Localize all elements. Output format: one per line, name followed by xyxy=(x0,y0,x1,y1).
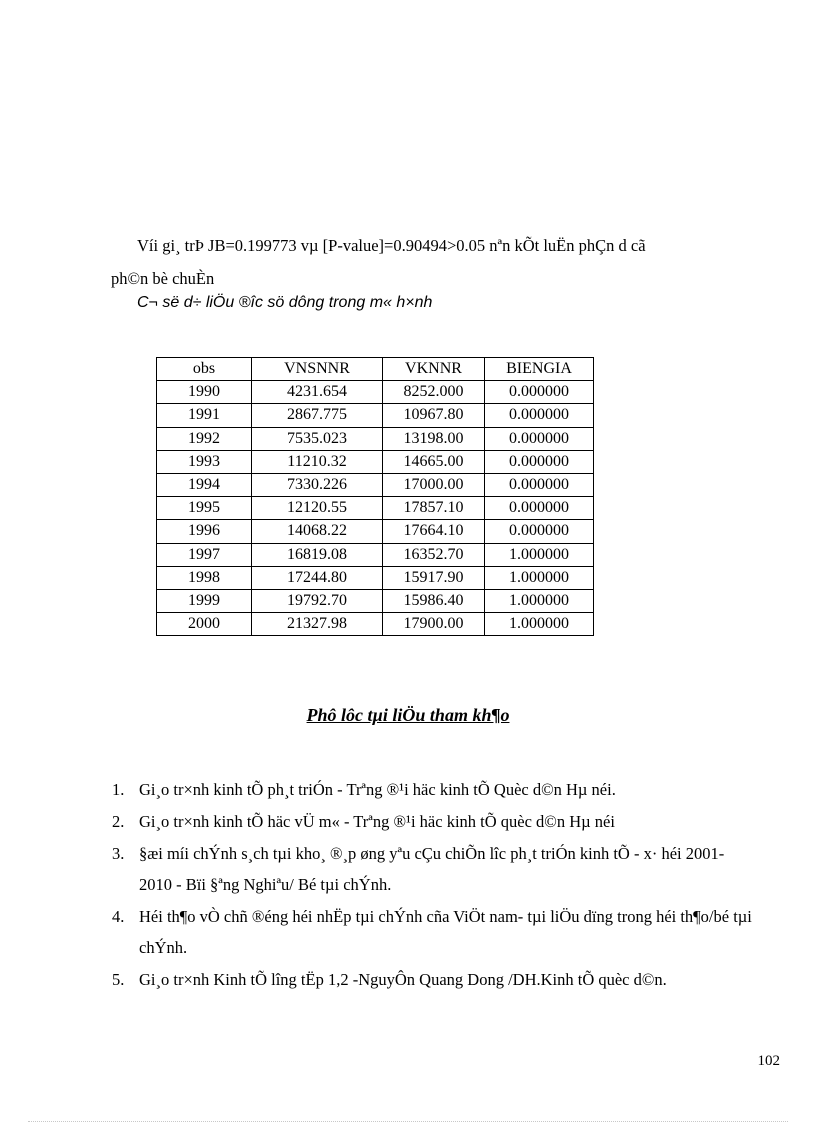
table-caption: C¬ së d÷ liÖu ®îc sö dông trong m« h×nh xyxy=(137,294,433,311)
reference-text: Héi th¶o vÒ chñ ®éng héi nhËp tµi chÝnh cña ViÖt nam- tµi liÖu dïng trong héi th¶o/bé tµi chÝnh. xyxy=(139,907,752,957)
table-cell: 1997 xyxy=(157,543,252,566)
table-body xyxy=(157,381,594,636)
table-cell: 12120.55 xyxy=(252,497,383,520)
intro-line-1: Víi gi¸ trÞ JB=0.199773 vµ [P-value]=0.90494>0.05 nªn kÕt luËn phÇn d cã xyxy=(137,236,646,255)
table-cell: 19792.70 xyxy=(252,589,383,612)
table-cell: 17000.00 xyxy=(383,473,485,496)
reference-number: 3. xyxy=(112,844,125,863)
table-header-row xyxy=(157,358,594,381)
table-cell: 14665.00 xyxy=(383,450,485,473)
table-cell: 16819.08 xyxy=(252,543,383,566)
table-cell: 1991 xyxy=(157,404,252,427)
table-cell: 1998 xyxy=(157,566,252,589)
table-cell: 0.000000 xyxy=(485,427,594,450)
table-cell: 15986.40 xyxy=(383,589,485,612)
table-cell: 16352.70 xyxy=(383,543,485,566)
table-cell: 2867.775 xyxy=(252,404,383,427)
table-cell: 0.000000 xyxy=(485,473,594,496)
table-row xyxy=(157,543,594,566)
table-cell: 1990 xyxy=(157,381,252,404)
table-cell: 0.000000 xyxy=(485,404,594,427)
table-row xyxy=(157,404,594,427)
table-cell: 0.000000 xyxy=(485,497,594,520)
table-cell: 17857.10 xyxy=(383,497,485,520)
reference-number: 4. xyxy=(112,907,125,926)
intro-paragraph xyxy=(111,229,755,295)
reference-item xyxy=(112,964,757,995)
intro-line-2: ph©n bè chuÈn xyxy=(111,269,215,288)
table-cell: 15917.90 xyxy=(383,566,485,589)
table-row xyxy=(157,381,594,404)
reference-item xyxy=(112,806,757,837)
table-cell: 1994 xyxy=(157,473,252,496)
table-cell: 4231.654 xyxy=(252,381,383,404)
references-list xyxy=(112,774,757,996)
table-row xyxy=(157,450,594,473)
table-cell: 1.000000 xyxy=(485,589,594,612)
reference-item xyxy=(112,774,757,805)
table-cell: 13198.00 xyxy=(383,427,485,450)
reference-text: Gi¸o tr×nh kinh tÕ häc vÜ m« - Trªng ®¹i häc kinh tÕ quèc d©n Hµ néi xyxy=(139,812,615,831)
table-cell: 8252.000 xyxy=(383,381,485,404)
table-cell: 0.000000 xyxy=(485,520,594,543)
table-row xyxy=(157,589,594,612)
table-cell: 1993 xyxy=(157,450,252,473)
reference-text: Gi¸o tr×nh Kinh tÕ lîng tËp 1,2 -NguyÔn Quang Dong /DH.Kinh tÕ quèc d©n. xyxy=(139,970,667,989)
reference-item xyxy=(112,901,757,963)
table-cell: 11210.32 xyxy=(252,450,383,473)
table-row xyxy=(157,613,594,636)
header-cell: BIENGIA xyxy=(485,358,594,381)
table-cell: 0.000000 xyxy=(485,450,594,473)
table-cell: 21327.98 xyxy=(252,613,383,636)
table-cell: 14068.22 xyxy=(252,520,383,543)
table-cell: 1995 xyxy=(157,497,252,520)
table-cell: 0.000000 xyxy=(485,381,594,404)
table-cell: 1992 xyxy=(157,427,252,450)
table-cell: 1.000000 xyxy=(485,543,594,566)
reference-number: 2. xyxy=(112,812,125,831)
table-cell: 10967.80 xyxy=(383,404,485,427)
data-table xyxy=(156,357,594,636)
page-number: 102 xyxy=(757,1053,780,1069)
header-cell: VKNNR xyxy=(383,358,485,381)
reference-item xyxy=(112,838,757,900)
table-cell: 1999 xyxy=(157,589,252,612)
header-cell: obs xyxy=(157,358,252,381)
footer-divider xyxy=(28,1121,788,1122)
header-cell: VNSNNR xyxy=(252,358,383,381)
table-cell: 17664.10 xyxy=(383,520,485,543)
table-row xyxy=(157,566,594,589)
table-cell: 1.000000 xyxy=(485,613,594,636)
table-cell: 17244.80 xyxy=(252,566,383,589)
table-row xyxy=(157,473,594,496)
table-cell: 7535.023 xyxy=(252,427,383,450)
reference-number: 1. xyxy=(112,780,125,799)
table-row xyxy=(157,427,594,450)
table-cell: 2000 xyxy=(157,613,252,636)
table-row xyxy=(157,497,594,520)
reference-text: Gi¸o tr×nh kinh tÕ ph¸t triÓn - Trªng ®¹i häc kinh tÕ Quèc d©n Hµ néi. xyxy=(139,780,616,799)
table-cell: 17900.00 xyxy=(383,613,485,636)
table-cell: 7330.226 xyxy=(252,473,383,496)
table-row xyxy=(157,520,594,543)
table-cell: 1996 xyxy=(157,520,252,543)
reference-number: 5. xyxy=(112,970,125,989)
references-heading: Phô lôc tµi liÖu tham kh¶o xyxy=(306,705,510,725)
table-cell: 1.000000 xyxy=(485,566,594,589)
reference-text: §æi míi chÝnh s¸ch tµi kho¸ ®¸p øng yªu cÇu chiÕn lîc ph¸t triÓn kinh tÕ - x· héi 2001-2010 - Bïi §ªng Nghiªu/ Bé tµi chÝnh. xyxy=(139,844,725,894)
